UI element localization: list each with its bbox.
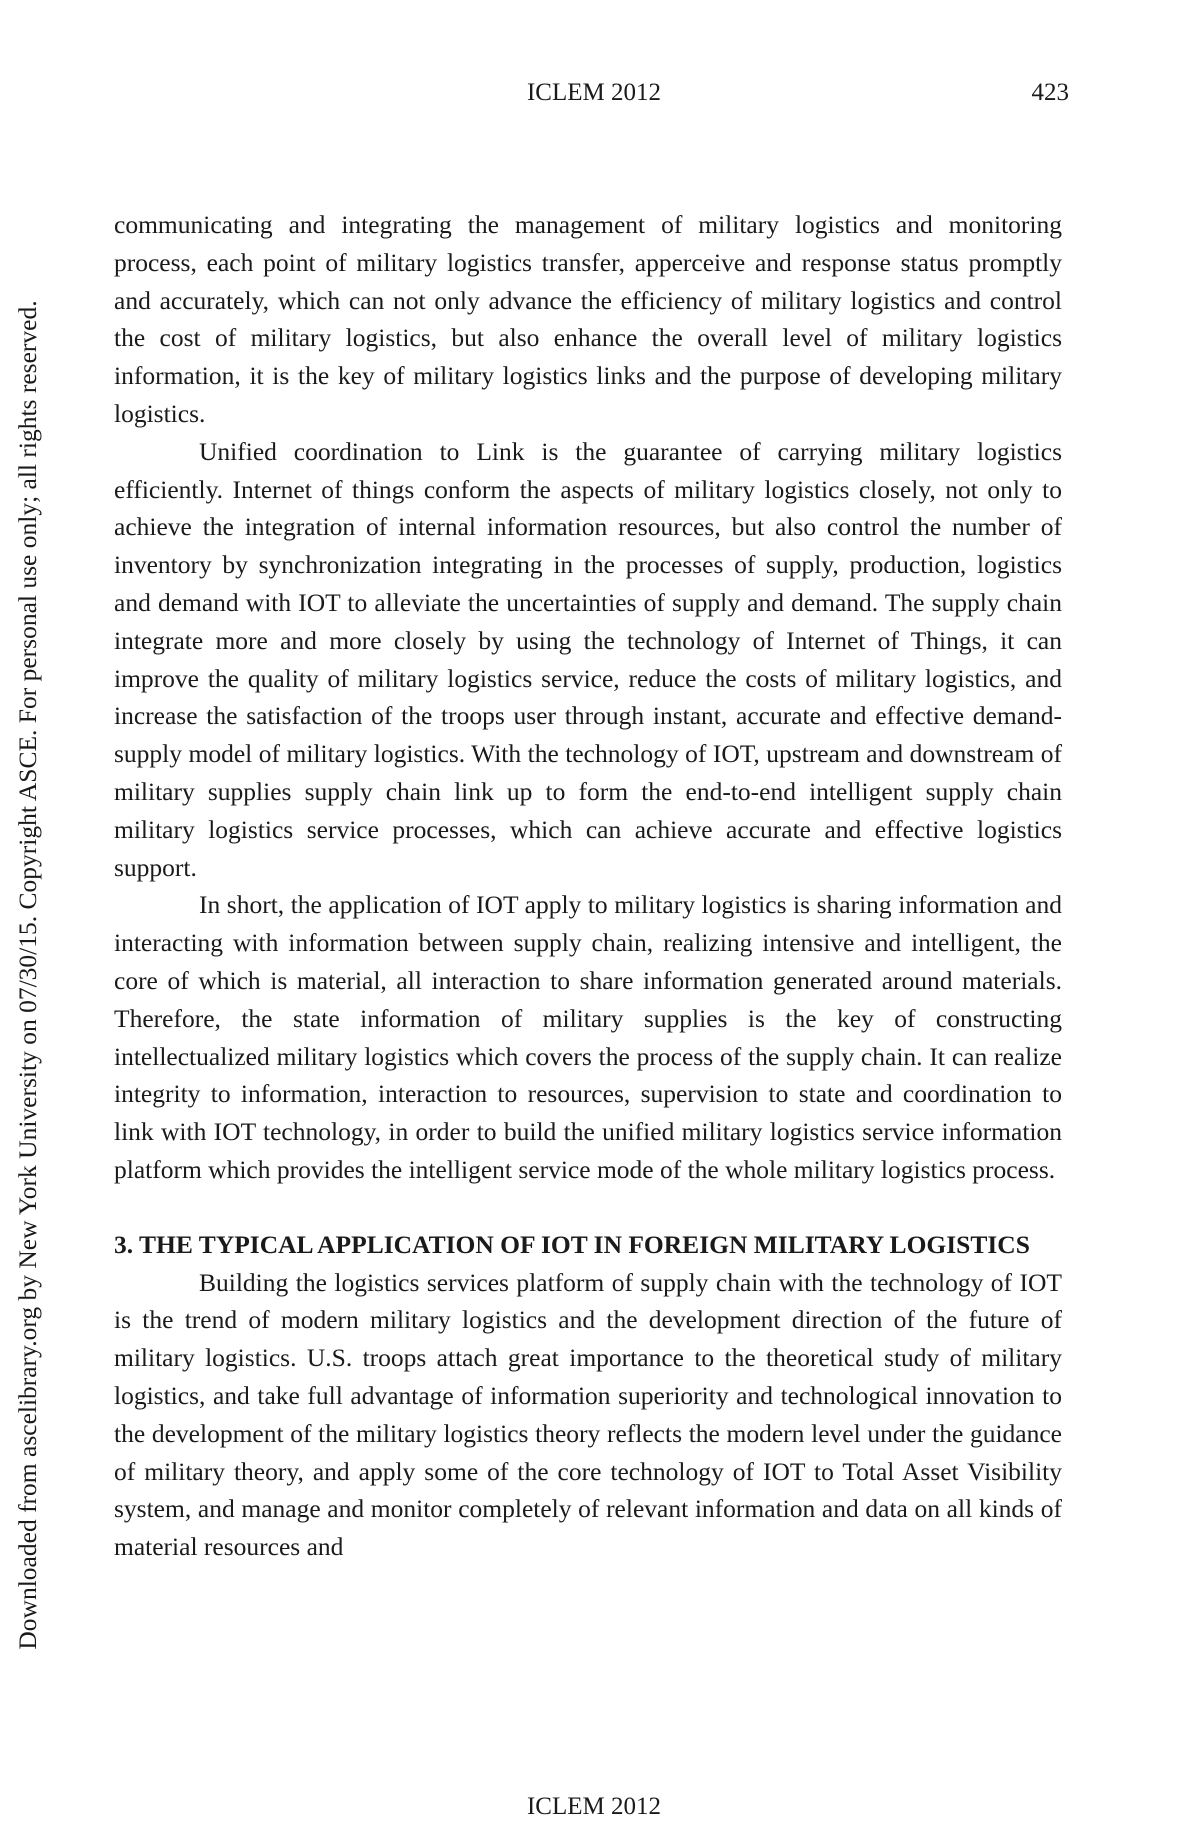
paragraph-continued: communicating and integrating the management of military logistics and monitoring process, each point of military logistics transfer, apperceive and response status promptly and accurately, which can not only advance the efficiency of military logistics and control the cost of military logistics, but also enhance the overall level of military logistics information, it is the key of military logistics links and the purpose of developing military logistics. — [114, 210, 1062, 428]
section-heading: 3. THE TYPICAL APPLICATION OF IOT IN FOREIGN MILITARY LOGISTICS — [114, 1229, 1030, 1259]
paragraph-unified-coordination: Unified coordination to Link is the guarantee of carrying military logistics efficiently. Internet of things conform the aspects of military logistics closely, not only to achieve the integration of internal information resources, but also control the number of inventory by synchronization integrating in the processes of supply, production, logistics and demand with IOT to alleviate the uncertainties of supply and demand. The supply chain integrate more and more closely by using the technology of Internet of Things, it can improve the quality of military logistics service, reduce the costs of military logistics, and increase the satisfaction of the troops user through instant, accurate and effective demand-supply model of military logistics. With the technology of IOT, upstream and downstream of military supplies supply chain link up to form the end-to-end intelligent supply chain military logistics service processes, which can achieve accurate and effective logistics support. — [114, 436, 1062, 882]
section-paragraph: Building the logistics services platform of supply chain with the technology of IOT is the trend of modern military logistics and the development direction of the future of military logistics. U.S. troops attach great importance to the theoretical study of military logistics, and take full advantage of information superiority and technological innovation to the development of the military logistics theory reflects the modern level under the guidance of military theory, and apply some of the core technology of IOT to Total Asset Visibility system, and manage and monitor completely of relevant information and data on all kinds of material resources and — [114, 1267, 1062, 1562]
download-notice: Downloaded from ascelibrary.org by New York University on 07/30/15. Copyright ASCE. For personal use only; all rights reserved. — [13, 300, 42, 1650]
running-footer: ICLEM 2012 — [526, 1793, 662, 1820]
header-conference-name: ICLEM 2012 — [526, 79, 662, 106]
side-note-container — [10, 300, 46, 1650]
main-text — [114, 206, 1062, 1566]
running-header — [0, 76, 1188, 110]
page-number: 423 — [1031, 79, 1069, 106]
paragraph-in-short: In short, the application of IOT apply to military logistics is sharing information and interacting with information between supply chain, realizing intensive and intelligent, the core of which is material, all interaction to share information generated around materials. Therefore, the state information of military supplies is the key of constructing intellectualized military logistics which covers the process of the supply chain. It can realize integrity to information, interaction to resources, supervision to state and coordination to link with IOT technology, in order to build the unified military logistics service information platform which provides the intelligent service mode of the whole military logistics process. — [114, 890, 1062, 1184]
